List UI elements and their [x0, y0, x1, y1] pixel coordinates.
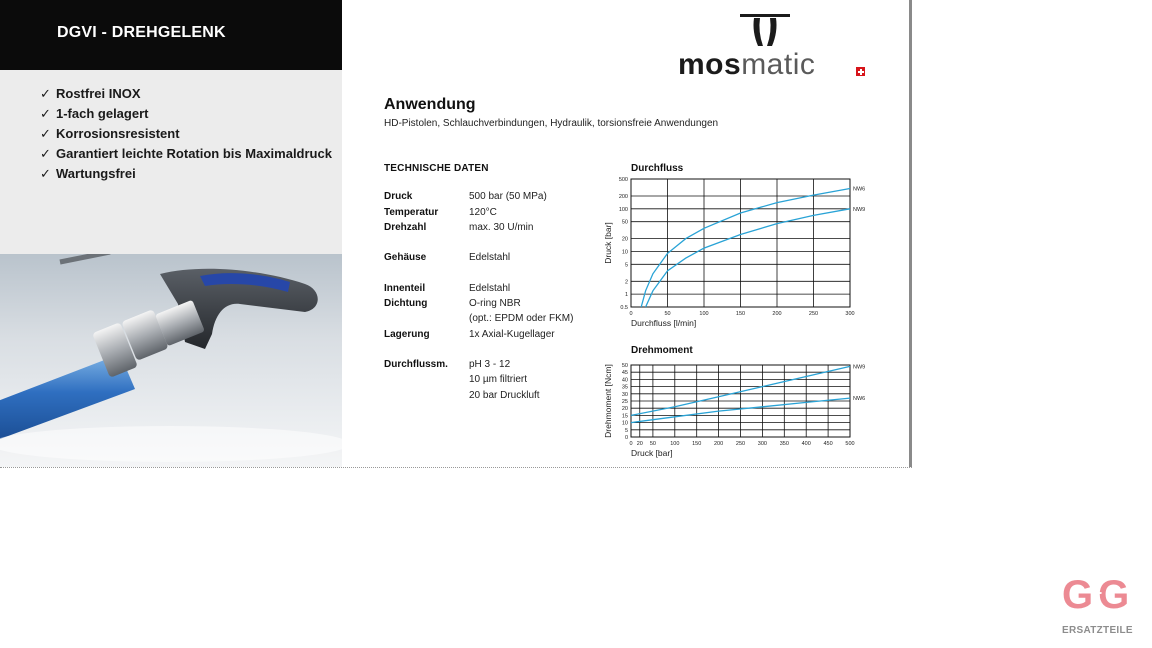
y-tick-label: 40 [621, 377, 628, 384]
spec-value: 500 bar (50 MPa) [469, 191, 547, 202]
title-bar [0, 0, 342, 70]
y-tick-label: 35 [621, 384, 628, 391]
gg-logo-mark: G&G [1062, 573, 1127, 617]
x-tick-label: 20 [636, 441, 643, 447]
series-label: NW6 [853, 186, 866, 193]
check-icon: ✓ [40, 166, 51, 181]
spec-heading: TECHNISCHE DATEN [384, 163, 489, 174]
series-label: NW6 [853, 396, 866, 403]
x-axis-label: Druck [bar] [631, 448, 673, 458]
mosmatic-emblem-icon [736, 12, 796, 50]
logo-wordmark: mosmatic [678, 48, 816, 81]
x-tick-label: 350 [779, 441, 789, 447]
x-tick-label: 400 [801, 441, 811, 447]
product-photo [0, 254, 342, 467]
swiss-flag-icon [856, 67, 865, 76]
spec-label: Drehzahl [384, 222, 427, 233]
y-tick-label: 1 [624, 292, 628, 299]
x-tick-label: 50 [649, 441, 656, 447]
x-tick-label: 100 [670, 441, 680, 447]
y-tick-label: 0.5 [620, 305, 628, 311]
x-tick-label: 150 [735, 311, 746, 317]
application-heading: Anwendung [384, 96, 476, 113]
y-tick-label: 5 [624, 427, 628, 434]
spray-gun-illustration [0, 254, 342, 467]
spec-value: O-ring NBR [469, 298, 521, 309]
x-tick-label: 500 [845, 441, 855, 447]
spec-value: 20 bar Druckluft [469, 390, 540, 401]
spec-value: max. 30 U/min [469, 222, 534, 233]
check-icon: ✓ [40, 106, 51, 121]
spec-label: Durchflussm. [384, 359, 448, 370]
y-tick-label: 100 [618, 206, 628, 213]
torque-chart [600, 340, 872, 462]
y-tick-label: 20 [621, 236, 628, 243]
y-axis-label: Druck [bar] [603, 222, 613, 264]
y-tick-label: 20 [621, 406, 628, 413]
left-panel [0, 0, 342, 467]
x-tick-label: 300 [845, 311, 855, 317]
spec-label: Gehäuse [384, 252, 427, 263]
chart-title: Durchfluss [631, 163, 684, 174]
feature-item: ✓ 1-fach gelagert [40, 104, 332, 124]
x-tick-label: 150 [692, 441, 702, 447]
y-tick-label: 50 [621, 219, 628, 226]
x-tick-label: 0 [629, 441, 633, 447]
spec-label: Lagerung [384, 329, 430, 340]
y-tick-label: 5 [624, 262, 628, 269]
x-axis-label: Durchfluss [l/min] [631, 318, 697, 328]
spec-label: Druck [384, 191, 413, 202]
y-axis-label: Drehmoment [Ncm] [603, 364, 613, 438]
spec-value: 120°C [469, 207, 497, 218]
spec-value: 1x Axial-Kugellager [469, 329, 555, 340]
x-tick-label: 200 [772, 311, 782, 317]
check-icon: ✓ [40, 126, 51, 141]
spec-value: pH 3 - 12 [469, 359, 511, 370]
spec-value: (opt.: EPDM oder FKM) [469, 313, 574, 324]
feature-item: ✓ Garantiert leichte Rotation bis Maximaldruck [40, 144, 332, 164]
spec-value: Edelstahl [469, 283, 511, 294]
mosmatic-logo [676, 12, 866, 81]
spec-label: Innenteil [384, 283, 426, 294]
y-tick-label: 45 [621, 370, 628, 377]
y-tick-label: 200 [618, 193, 628, 200]
y-tick-label: 10 [621, 249, 628, 256]
spec-label: Dichtung [384, 298, 428, 309]
y-tick-label: 2 [624, 279, 628, 286]
product-title: DGVI - DREHGELENK [57, 24, 226, 41]
application-text: HD-Pistolen, Schlauchverbindungen, Hydraulik, torsionsfreie Anwendungen [384, 118, 719, 129]
y-tick-label: 30 [621, 391, 628, 398]
x-tick-label: 100 [699, 311, 709, 317]
x-tick-label: 450 [823, 441, 833, 447]
gg-logo-text: ERSATZTEILE [1062, 625, 1133, 636]
feature-item: ✓ Korrosionsresistent [40, 124, 332, 144]
feature-item: ✓ Rostfrei INOX [40, 84, 332, 104]
x-tick-label: 50 [664, 311, 671, 317]
x-tick-label: 250 [808, 311, 819, 317]
flow-chart [600, 158, 872, 333]
gg-ersatzteile-logo [1058, 570, 1148, 640]
x-tick-label: 300 [757, 441, 767, 447]
x-tick-label: 0 [629, 311, 633, 317]
x-tick-label: 200 [714, 441, 724, 447]
spec-label: Temperatur [384, 207, 439, 218]
series-label: NW9 [853, 364, 866, 371]
page-edge-shadow [909, 0, 912, 467]
y-tick-label: 0 [624, 435, 628, 441]
y-tick-label: 50 [621, 363, 628, 369]
spec-value: 10 µm filtriert [469, 374, 527, 385]
spec-value: Edelstahl [469, 252, 511, 263]
y-tick-label: 25 [621, 399, 628, 405]
feature-list [40, 84, 332, 184]
check-icon: ✓ [40, 146, 51, 161]
feature-item: ✓ Wartungsfrei [40, 164, 332, 184]
y-tick-label: 500 [618, 177, 628, 183]
y-tick-label: 10 [621, 420, 628, 427]
series-label: NW9 [853, 206, 866, 213]
check-icon: ✓ [40, 86, 51, 101]
chart-title: Drehmoment [631, 345, 693, 356]
y-tick-label: 15 [621, 413, 628, 420]
x-tick-label: 250 [735, 441, 746, 447]
